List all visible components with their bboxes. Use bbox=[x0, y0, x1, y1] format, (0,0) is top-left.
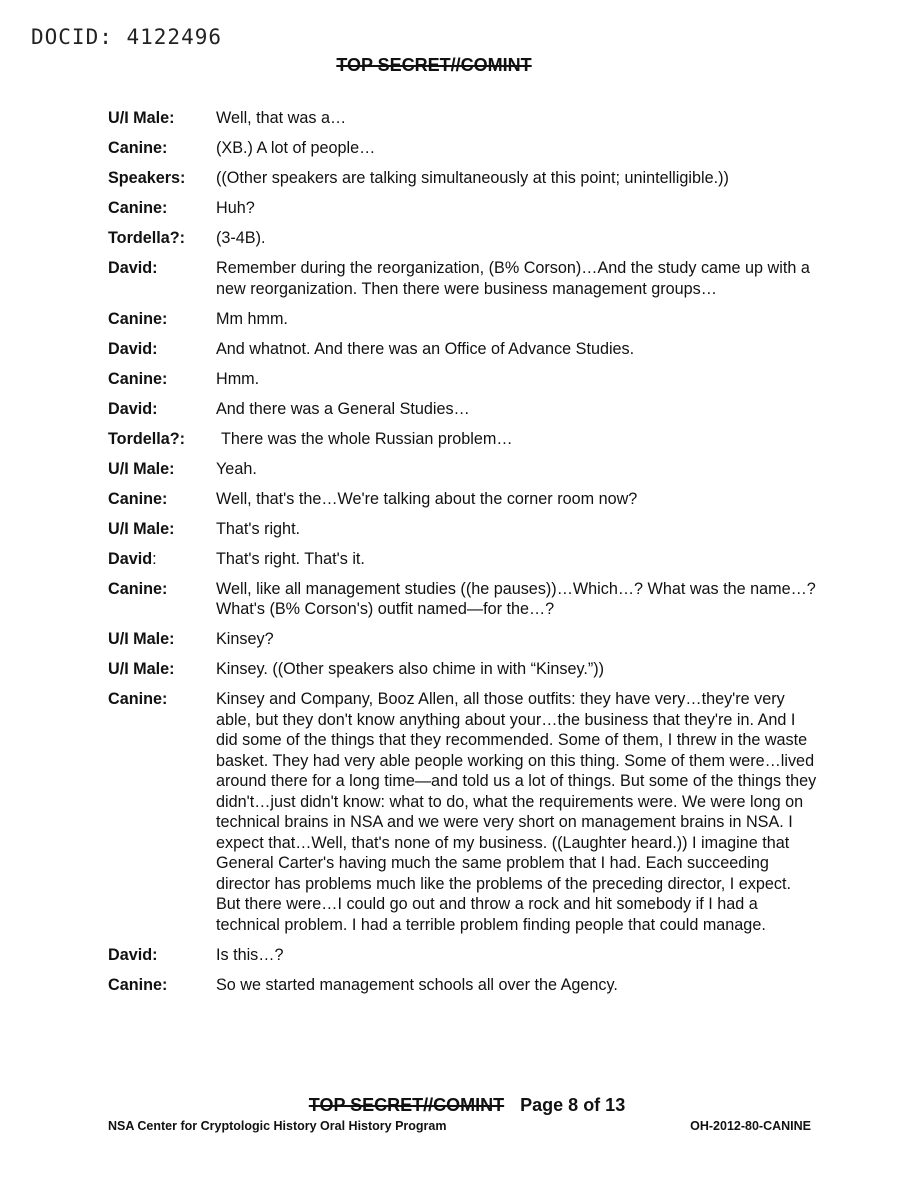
speaker-text: Kinsey? bbox=[216, 630, 274, 648]
speaker-text: Mm hmm. bbox=[216, 309, 288, 328]
speaker-text: And whatnot. And there was an Office of Advance Studies. bbox=[216, 339, 635, 358]
speaker-label: Canine: bbox=[108, 139, 168, 157]
speaker-text: And there was a General Studies… bbox=[216, 399, 470, 418]
transcript-entry bbox=[108, 138, 818, 159]
speaker-label: Canine: bbox=[108, 690, 168, 708]
speaker-label: U/I Male: bbox=[108, 459, 175, 478]
transcript-entry bbox=[108, 399, 818, 420]
classification-marking: TOP SECRET//COMINT bbox=[336, 55, 532, 75]
transcript-entry bbox=[108, 309, 818, 330]
speaker-label: Canine: bbox=[108, 309, 168, 328]
speaker-label: Canine: bbox=[108, 489, 168, 508]
classification-header bbox=[0, 55, 868, 76]
transcript-entry bbox=[108, 945, 818, 966]
speaker-label: Tordella?: bbox=[108, 429, 186, 448]
transcript-entry bbox=[108, 549, 818, 570]
speaker-text: (3-4B). bbox=[216, 229, 266, 247]
speaker-text: That's right. bbox=[216, 519, 301, 538]
speaker-label: U/I Male: bbox=[108, 630, 175, 648]
transcript-entry bbox=[108, 459, 818, 480]
transcript-entry bbox=[108, 339, 818, 360]
transcript-entry bbox=[108, 489, 818, 510]
transcript-entry bbox=[108, 975, 818, 996]
speaker-label: Canine: bbox=[108, 199, 168, 217]
speaker-colon: : bbox=[152, 549, 157, 568]
speaker-label: U/I Male: bbox=[108, 109, 175, 127]
speaker-text: Remember during the reorganization, (B% Corson)…And the study came up with a new reorganization. Then there were business management groups… bbox=[216, 259, 810, 298]
footer-classification-line bbox=[0, 1095, 918, 1116]
transcript-entry bbox=[108, 369, 818, 390]
transcript-entry bbox=[108, 659, 818, 680]
transcript-entry bbox=[108, 168, 818, 189]
speaker-label: U/I Male: bbox=[108, 660, 175, 678]
speaker-text: Well, that's the…We're talking about the corner room now? bbox=[216, 489, 638, 508]
speaker-text: Well, like all management studies ((he pauses))…Which…? What was the name…? What's (B% Corson's) outfit named—for the…? bbox=[216, 579, 816, 618]
speaker-label: Speakers: bbox=[108, 169, 186, 187]
speaker-text: So we started management schools all over the Agency. bbox=[216, 975, 618, 994]
speaker-text: Kinsey. ((Other speakers also chime in with “Kinsey.”)) bbox=[216, 660, 605, 678]
transcript-entry bbox=[108, 108, 818, 129]
transcript-entry bbox=[108, 689, 818, 935]
transcript-entry bbox=[108, 198, 818, 219]
speaker-text: Yeah. bbox=[216, 459, 257, 478]
speaker-text: That's right. That's it. bbox=[216, 549, 365, 568]
transcript-entry bbox=[108, 228, 818, 249]
document-id: DOCID: 4122496 bbox=[31, 25, 223, 49]
speaker-label: David: bbox=[108, 399, 158, 418]
transcript-entry bbox=[108, 258, 818, 299]
speaker-label: David: bbox=[108, 339, 158, 358]
speaker-text: Kinsey and Company, Booz Allen, all those outfits: they have very…they're very able, but they don't know anything about your…the business that they're in. And I did some of the things that they recommended. Some of them, I threw in the waste basket. They had very able people working on this thing. Some of them were…lived around there for a long time—and told us a lot of things. But some of the things they didn't…just didn't know: what to do, what the requirements were. We were long on technical brains in NSA and we were very short on management brains in NSA. I expect that…Well, that's none of my business. ((Laughter heard.)) I imagine that General Carter's having much the same problem that I had. Each succeeding director has problems much like the problems of the preceding director, I expect. But there were…I could go out and throw a rock and hit somebody if I had a technical problem. I had a terrible problem finding people that could manage. bbox=[216, 690, 817, 934]
transcript-entry bbox=[108, 579, 818, 620]
speaker-label: Canine: bbox=[108, 579, 168, 598]
speaker-label: David: bbox=[108, 259, 158, 277]
page-number: Page 8 of 13 bbox=[520, 1095, 626, 1115]
footer-program: NSA Center for Cryptologic History Oral History Program bbox=[108, 1119, 447, 1133]
footer-doc-number: OH-2012-80-CANINE bbox=[690, 1119, 811, 1133]
transcript-entry bbox=[108, 629, 818, 650]
speaker-text: (XB.) A lot of people… bbox=[216, 139, 376, 157]
speaker-label bbox=[108, 549, 216, 570]
transcript bbox=[108, 108, 818, 1005]
speaker-text: Hmm. bbox=[216, 369, 260, 388]
speaker-label: Tordella?: bbox=[108, 229, 186, 247]
speaker-text: There was the whole Russian problem… bbox=[221, 429, 513, 448]
speaker-text: Is this…? bbox=[216, 945, 284, 964]
transcript-entry bbox=[108, 429, 818, 450]
speaker-name: David bbox=[108, 549, 153, 568]
speaker-label: Canine: bbox=[108, 975, 168, 994]
transcript-entry bbox=[108, 519, 818, 540]
speaker-label: U/I Male: bbox=[108, 519, 175, 538]
footer-classification: TOP SECRET//COMINT bbox=[308, 1095, 505, 1115]
speaker-text: Well, that was a… bbox=[216, 109, 347, 127]
speaker-text: Huh? bbox=[216, 199, 255, 217]
speaker-label: David: bbox=[108, 945, 158, 964]
speaker-text: ((Other speakers are talking simultaneously at this point; unintelligible.)) bbox=[216, 169, 729, 187]
speaker-label: Canine: bbox=[108, 369, 168, 388]
